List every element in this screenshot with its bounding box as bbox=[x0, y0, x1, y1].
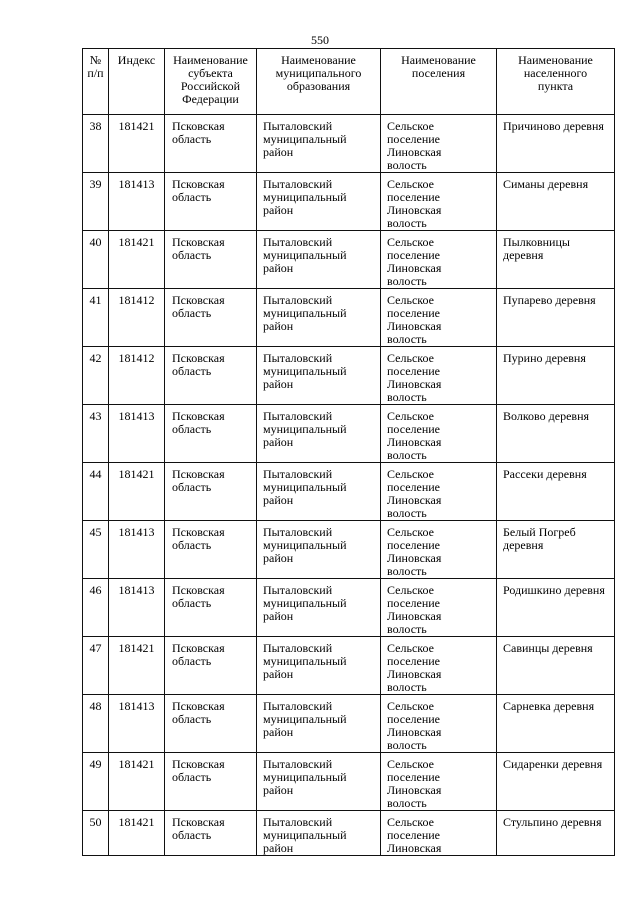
cell-municipality bbox=[257, 405, 381, 463]
cell-locality-text: Рассеки деревня bbox=[503, 467, 587, 481]
cell-region bbox=[165, 521, 257, 579]
cell-region bbox=[165, 347, 257, 405]
cell-region bbox=[165, 231, 257, 289]
cell-settlement bbox=[381, 521, 497, 579]
cell-num: 43 bbox=[83, 405, 109, 463]
cell-municipality bbox=[257, 231, 381, 289]
cell-num: 44 bbox=[83, 463, 109, 521]
cell-index: 181421 bbox=[109, 753, 165, 811]
table-row bbox=[83, 405, 615, 463]
column-header-municipality bbox=[257, 49, 381, 115]
cell-municipality-text: Пыталовский муниципальный район bbox=[263, 525, 347, 565]
cell-region bbox=[165, 173, 257, 231]
table-row bbox=[83, 289, 615, 347]
cell-settlement bbox=[381, 463, 497, 521]
cell-settlement bbox=[381, 695, 497, 753]
cell-locality-text: Родишкино деревня bbox=[503, 583, 605, 597]
cell-index: 181421 bbox=[109, 811, 165, 856]
cell-num: 42 bbox=[83, 347, 109, 405]
cell-settlement-text: Сельское поселение Линовская волость bbox=[387, 641, 442, 694]
cell-settlement bbox=[381, 173, 497, 231]
table-row bbox=[83, 695, 615, 753]
table-row bbox=[83, 231, 615, 289]
column-header-index bbox=[109, 49, 165, 115]
cell-settlement-text: Сельское поселение Линовская волость bbox=[387, 177, 442, 230]
cell-municipality-text: Пыталовский муниципальный район bbox=[263, 757, 347, 797]
cell-municipality bbox=[257, 811, 381, 856]
cell-settlement-text: Сельское поселение Линовская волость bbox=[387, 235, 442, 288]
column-header-settlement-label: Наименование поселения bbox=[401, 53, 476, 80]
cell-region bbox=[165, 405, 257, 463]
cell-index: 181413 bbox=[109, 405, 165, 463]
cell-municipality bbox=[257, 463, 381, 521]
cell-region-text: Псковская область bbox=[172, 699, 225, 726]
table-row bbox=[83, 753, 615, 811]
cell-municipality bbox=[257, 753, 381, 811]
column-header-region-label: Наименование субъекта Российской Федерации bbox=[173, 53, 248, 106]
cell-locality bbox=[497, 463, 615, 521]
cell-index: 181421 bbox=[109, 231, 165, 289]
cell-region-text: Псковская область bbox=[172, 583, 225, 610]
cell-settlement-text: Сельское поселение Линовская волость bbox=[387, 583, 442, 636]
cell-municipality-text: Пыталовский муниципальный район bbox=[263, 409, 347, 449]
cell-region-text: Псковская область bbox=[172, 409, 225, 436]
cell-region-text: Псковская область bbox=[172, 293, 225, 320]
table-row bbox=[83, 463, 615, 521]
table-row bbox=[83, 579, 615, 637]
cell-locality bbox=[497, 115, 615, 173]
cell-settlement bbox=[381, 231, 497, 289]
cell-locality bbox=[497, 753, 615, 811]
cell-locality bbox=[497, 231, 615, 289]
cell-locality bbox=[497, 637, 615, 695]
cell-num: 47 bbox=[83, 637, 109, 695]
cell-municipality-text: Пыталовский муниципальный район bbox=[263, 235, 347, 275]
cell-settlement bbox=[381, 811, 497, 856]
cell-locality bbox=[497, 289, 615, 347]
cell-settlement-text: Сельское поселение Линовская волость bbox=[387, 757, 442, 810]
cell-locality-text: Белый Погреб деревня bbox=[503, 525, 576, 552]
cell-municipality bbox=[257, 347, 381, 405]
cell-region bbox=[165, 115, 257, 173]
cell-locality-text: Причиново деревня bbox=[503, 119, 604, 133]
cell-settlement-text: Сельское поселение Линовская волость bbox=[387, 699, 442, 752]
cell-municipality bbox=[257, 579, 381, 637]
cell-index: 181412 bbox=[109, 289, 165, 347]
cell-locality-text: Пупарево деревня bbox=[503, 293, 596, 307]
table-row bbox=[83, 637, 615, 695]
cell-num: 46 bbox=[83, 579, 109, 637]
cell-index: 181421 bbox=[109, 637, 165, 695]
cell-num: 41 bbox=[83, 289, 109, 347]
cell-region-text: Псковская область bbox=[172, 467, 225, 494]
column-header-settlement bbox=[381, 49, 497, 115]
cell-region-text: Псковская область bbox=[172, 235, 225, 262]
table-body bbox=[83, 115, 615, 856]
cell-settlement bbox=[381, 579, 497, 637]
cell-locality-text: Симаны деревня bbox=[503, 177, 589, 191]
cell-region bbox=[165, 463, 257, 521]
cell-region-text: Псковская область bbox=[172, 177, 225, 204]
table-header-row bbox=[83, 49, 615, 115]
cell-region bbox=[165, 579, 257, 637]
cell-municipality-text: Пыталовский муниципальный район bbox=[263, 815, 347, 855]
cell-num: 45 bbox=[83, 521, 109, 579]
cell-num: 50 bbox=[83, 811, 109, 856]
cell-municipality bbox=[257, 173, 381, 231]
cell-settlement-text: Сельское поселение Линовская волость bbox=[387, 119, 442, 172]
cell-index: 181413 bbox=[109, 695, 165, 753]
cell-municipality bbox=[257, 637, 381, 695]
cell-municipality-text: Пыталовский муниципальный район bbox=[263, 293, 347, 333]
cell-municipality-text: Пыталовский муниципальный район bbox=[263, 583, 347, 623]
cell-settlement-text: Сельское поселение Линовская волость bbox=[387, 293, 442, 346]
cell-num: 39 bbox=[83, 173, 109, 231]
column-header-municipality-label: Наименование муниципального образования bbox=[275, 53, 362, 93]
table-row bbox=[83, 115, 615, 173]
table-row bbox=[83, 347, 615, 405]
cell-settlement bbox=[381, 753, 497, 811]
cell-region bbox=[165, 289, 257, 347]
table-row bbox=[83, 811, 615, 856]
cell-num: 49 bbox=[83, 753, 109, 811]
cell-num: 40 bbox=[83, 231, 109, 289]
cell-region bbox=[165, 811, 257, 856]
cell-municipality bbox=[257, 289, 381, 347]
column-header-locality-label: Наименование населенного пункта bbox=[518, 53, 593, 93]
cell-municipality-text: Пыталовский муниципальный район bbox=[263, 177, 347, 217]
cell-locality bbox=[497, 579, 615, 637]
column-header-num bbox=[83, 49, 109, 115]
cell-municipality-text: Пыталовский муниципальный район bbox=[263, 467, 347, 507]
cell-locality bbox=[497, 811, 615, 856]
cell-region-text: Псковская область bbox=[172, 119, 225, 146]
cell-region-text: Псковская область bbox=[172, 525, 225, 552]
cell-index: 181421 bbox=[109, 115, 165, 173]
cell-locality bbox=[497, 695, 615, 753]
table-header bbox=[83, 49, 615, 115]
cell-settlement-text: Сельское поселение Линовская волость bbox=[387, 409, 442, 462]
cell-settlement bbox=[381, 347, 497, 405]
settlements-table bbox=[82, 48, 615, 856]
cell-index: 181421 bbox=[109, 463, 165, 521]
cell-settlement bbox=[381, 637, 497, 695]
table-row bbox=[83, 521, 615, 579]
cell-region bbox=[165, 637, 257, 695]
column-header-num-label: № п/п bbox=[87, 53, 104, 80]
cell-municipality bbox=[257, 521, 381, 579]
column-header-locality bbox=[497, 49, 615, 115]
cell-locality-text: Сидаренки деревня bbox=[503, 757, 603, 771]
cell-municipality bbox=[257, 115, 381, 173]
cell-locality bbox=[497, 347, 615, 405]
cell-municipality-text: Пыталовский муниципальный район bbox=[263, 699, 347, 739]
cell-locality-text: Сарневка деревня bbox=[503, 699, 595, 713]
cell-settlement-text: Сельское поселение Линовская волость bbox=[387, 525, 442, 578]
table-row bbox=[83, 173, 615, 231]
cell-region bbox=[165, 753, 257, 811]
cell-locality bbox=[497, 521, 615, 579]
cell-region-text: Псковская область bbox=[172, 351, 225, 378]
cell-locality-text: Стульпино деревня bbox=[503, 815, 602, 829]
cell-settlement bbox=[381, 115, 497, 173]
cell-index: 181413 bbox=[109, 173, 165, 231]
cell-region bbox=[165, 695, 257, 753]
cell-settlement bbox=[381, 289, 497, 347]
cell-municipality-text: Пыталовский муниципальный район bbox=[263, 641, 347, 681]
cell-num: 48 bbox=[83, 695, 109, 753]
column-header-region bbox=[165, 49, 257, 115]
cell-index: 181412 bbox=[109, 347, 165, 405]
cell-municipality-text: Пыталовский муниципальный район bbox=[263, 351, 347, 391]
cell-locality bbox=[497, 405, 615, 463]
cell-index: 181413 bbox=[109, 521, 165, 579]
page-number: 550 bbox=[311, 33, 329, 47]
cell-locality-text: Волково деревня bbox=[503, 409, 590, 423]
cell-municipality bbox=[257, 695, 381, 753]
cell-locality-text: Савинцы деревня bbox=[503, 641, 593, 655]
cell-num: 38 bbox=[83, 115, 109, 173]
cell-region-text: Псковская область bbox=[172, 815, 225, 842]
cell-region-text: Псковская область bbox=[172, 757, 225, 784]
cell-locality-text: Пурино деревня bbox=[503, 351, 586, 365]
cell-municipality-text: Пыталовский муниципальный район bbox=[263, 119, 347, 159]
cell-locality-text: Пылковницы деревня bbox=[503, 235, 570, 262]
cell-region-text: Псковская область bbox=[172, 641, 225, 668]
cell-settlement-text: Сельское поселение Линовская волость bbox=[387, 467, 442, 520]
cell-settlement-text: Сельское поселение Линовская bbox=[387, 815, 442, 855]
column-header-index-label: Индекс bbox=[117, 53, 156, 67]
cell-settlement-text: Сельское поселение Линовская волость bbox=[387, 351, 442, 404]
cell-index: 181413 bbox=[109, 579, 165, 637]
cell-locality bbox=[497, 173, 615, 231]
cell-settlement bbox=[381, 405, 497, 463]
